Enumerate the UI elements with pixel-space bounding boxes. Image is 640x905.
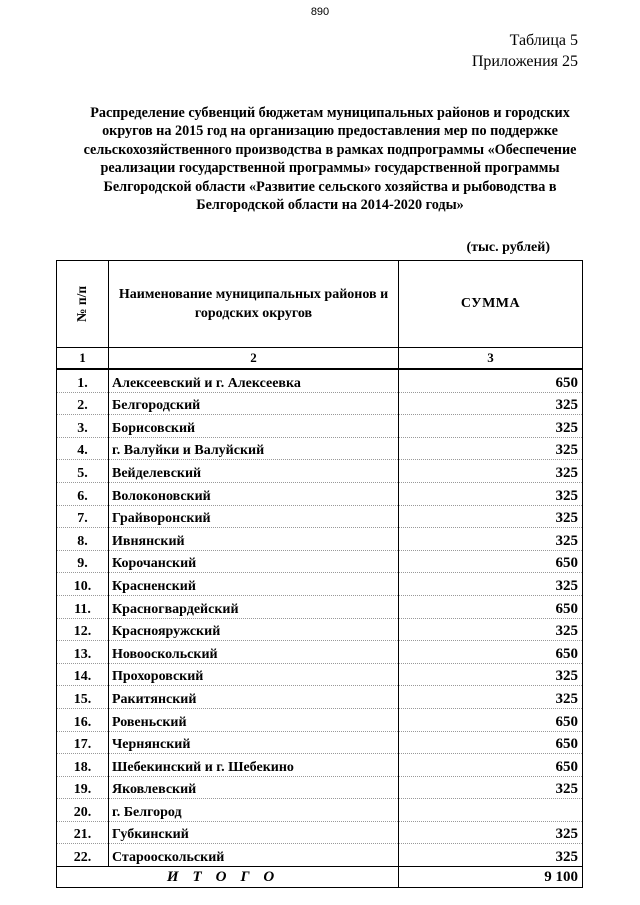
units-label: (тыс. рублей) [466,240,550,255]
row-number: 14. [57,663,109,686]
row-sum: 650 [399,641,583,664]
table-header-row [57,261,583,348]
row-number: 5. [57,460,109,483]
col-number: 2 [109,348,399,370]
table-row [57,460,583,483]
district-name: Ракитянский [109,686,399,709]
table-label-block [472,30,578,72]
district-name: Борисовский [109,415,399,438]
row-number: 7. [57,505,109,528]
district-name: Краснояружский [109,618,399,641]
row-sum: 325 [399,482,583,505]
row-sum: 325 [399,460,583,483]
table-row [57,528,583,551]
table-row [57,618,583,641]
district-name: г. Белгород [109,799,399,822]
row-sum: 325 [399,528,583,551]
district-name: Яковлевский [109,776,399,799]
district-name: Алексеевский и г. Алексеевка [109,369,399,392]
district-name: г. Валуйки и Валуйский [109,437,399,460]
row-sum: 325 [399,392,583,415]
district-name: Грайворонский [109,505,399,528]
row-sum: 650 [399,550,583,573]
row-number: 11. [57,595,109,618]
row-sum: 325 [399,663,583,686]
row-sum: 325 [399,618,583,641]
district-name: Прохоровский [109,663,399,686]
row-sum: 325 [399,505,583,528]
row-number: 2. [57,392,109,415]
table-row [57,686,583,709]
total-row [57,867,583,888]
document-title: Распределение субвенций бюджетам муниципальных районов и городских округов на 2015 год на организацию предоставления мер по поддержке сельскохозяйственного производства в рамках подпрограммы «Обеспечение реализации государственной программы» государственной программы Белгородской области «Развитие сельского хозяйства и рыбоводства в Белгородской области на 2014-2020 годы» [83,105,577,214]
row-sum [399,799,583,822]
row-number: 17. [57,731,109,754]
table-row [57,844,583,867]
row-number: 6. [57,482,109,505]
district-name: Шебекинский и г. Шебекино [109,754,399,777]
row-number: 18. [57,754,109,777]
total-label: ИТОГО [57,867,399,888]
row-number: 19. [57,776,109,799]
row-sum: 325 [399,437,583,460]
row-sum: 325 [399,415,583,438]
table-row [57,550,583,573]
table-row [57,821,583,844]
row-sum: 325 [399,844,583,867]
district-name: Старооскольский [109,844,399,867]
row-number: 16. [57,708,109,731]
row-number: 22. [57,844,109,867]
row-number: 4. [57,437,109,460]
appendix-label: Приложения 25 [471,53,578,70]
header-name: Наименование муниципальных районов и городских округов [109,261,399,348]
total-value: 9 100 [399,867,583,888]
table-row [57,799,583,822]
row-sum: 325 [399,776,583,799]
row-sum: 325 [399,821,583,844]
table-row [57,573,583,596]
district-name: Чернянский [109,731,399,754]
table-row [57,663,583,686]
row-number: 3. [57,415,109,438]
table-row [57,731,583,754]
district-name: Губкинский [109,821,399,844]
col-number: 3 [399,348,583,370]
table-row [57,392,583,415]
row-number: 20. [57,799,109,822]
row-sum: 325 [399,686,583,709]
row-number: 10. [57,573,109,596]
row-number: 21. [57,821,109,844]
row-number: 12. [57,618,109,641]
row-number: 9. [57,550,109,573]
row-sum: 650 [399,708,583,731]
row-number: 15. [57,686,109,709]
table-row [57,754,583,777]
row-number: 8. [57,528,109,551]
table-row [57,641,583,664]
district-name: Вейделевский [109,460,399,483]
table-row [57,595,583,618]
row-number: 13. [57,641,109,664]
table-row [57,708,583,731]
column-number-row [57,348,583,370]
table-row [57,505,583,528]
district-name: Корочанский [109,550,399,573]
subsidy-table [56,260,583,888]
district-name: Красненский [109,573,399,596]
header-sum: СУММА [399,261,583,348]
header-num [57,261,109,348]
page-number: 890 [310,6,330,18]
row-sum: 650 [399,731,583,754]
table-label: Таблица 5 [509,32,578,49]
header-num-label: № п/п [74,285,90,322]
table-row [57,482,583,505]
col-number: 1 [57,348,109,370]
row-sum: 325 [399,573,583,596]
row-number: 1. [57,369,109,392]
district-name: Белгородский [109,392,399,415]
district-name: Ровеньский [109,708,399,731]
district-name: Красногвардейский [109,595,399,618]
district-name: Волоконовский [109,482,399,505]
table-row [57,369,583,392]
district-name: Ивнянский [109,528,399,551]
row-sum: 650 [399,595,583,618]
table-row [57,776,583,799]
row-sum: 650 [399,369,583,392]
row-sum: 650 [399,754,583,777]
district-name: Новооскольский [109,641,399,664]
table-row [57,415,583,438]
table-row [57,437,583,460]
